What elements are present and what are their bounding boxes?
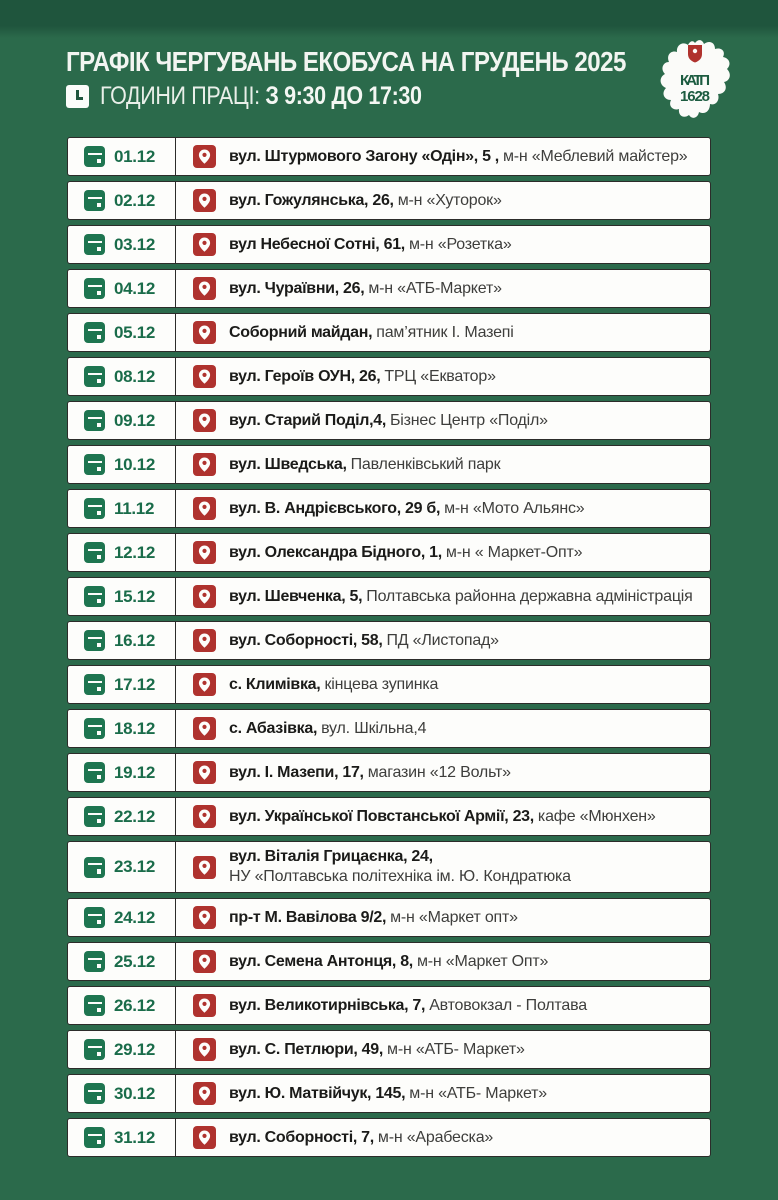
- address-text: [229, 455, 500, 475]
- address-secondary: Павленківський парк: [350, 455, 501, 473]
- schedule-row: [67, 401, 711, 440]
- address-cell: [176, 754, 710, 791]
- address-secondary: вул. Шкільна,4: [321, 719, 427, 737]
- address-text: [229, 763, 511, 783]
- date-cell: [68, 754, 176, 791]
- location-pin-icon: [193, 805, 216, 828]
- date-cell: [68, 798, 176, 835]
- date-cell: [68, 402, 176, 439]
- schedule-row: [67, 986, 711, 1025]
- clock-icon: [66, 85, 89, 108]
- address-cell: [176, 710, 710, 747]
- date-cell: [68, 226, 176, 263]
- calendar-icon: [84, 762, 105, 783]
- address-cell: [176, 358, 710, 395]
- address-secondary: Бізнес Центр «Поділ»: [389, 411, 548, 429]
- date-cell: [68, 446, 176, 483]
- address-primary: вул. Української Повстанської Армії, 23,: [229, 807, 534, 825]
- calendar-icon: [84, 1127, 105, 1148]
- address-cell: [176, 402, 710, 439]
- date-label: 25.12: [114, 951, 156, 971]
- date-label: 05.12: [114, 322, 156, 342]
- address-cell: [176, 1075, 710, 1112]
- address-text: [229, 631, 499, 651]
- location-pin-icon: [193, 717, 216, 740]
- address-text: [229, 323, 514, 343]
- address-text: [229, 279, 502, 299]
- address-cell: [176, 798, 710, 835]
- location-pin-icon: [193, 409, 216, 432]
- logo-text-line2: 1628: [680, 88, 710, 105]
- date-cell: [68, 358, 176, 395]
- date-label: 26.12: [114, 995, 156, 1015]
- date-cell: [68, 578, 176, 615]
- working-hours-line: [66, 83, 711, 110]
- address-text: [229, 675, 438, 695]
- address-secondary: м-н «Арабеска»: [377, 1128, 494, 1146]
- location-pin-icon: [193, 856, 216, 879]
- address-text: [229, 1084, 547, 1104]
- date-label: 02.12: [114, 190, 156, 210]
- schedule-row: [67, 137, 711, 176]
- location-pin-icon: [193, 365, 216, 388]
- address-secondary: НУ «Полтавська політехніка ім. Ю. Кондратюка: [229, 868, 571, 885]
- address-secondary: м-н «Мото Альянс»: [444, 499, 585, 517]
- date-label: 18.12: [114, 718, 156, 738]
- schedule-row: [67, 841, 711, 893]
- date-label: 16.12: [114, 630, 156, 650]
- schedule-row: [67, 665, 711, 704]
- date-label: 29.12: [114, 1039, 156, 1059]
- logo-red-shield-dot: [693, 49, 697, 53]
- working-hours-value: З 9:30 ДО 17:30: [265, 82, 422, 110]
- location-pin-icon: [193, 233, 216, 256]
- address-cell: [176, 622, 710, 659]
- address-secondary: м-н «Маркет Опт»: [416, 952, 549, 970]
- address-secondary: пам’ятник І. Мазепі: [376, 323, 514, 341]
- address-cell: [176, 138, 710, 175]
- calendar-icon: [84, 498, 105, 519]
- address-secondary: м-н «АТБ-Маркет»: [368, 279, 502, 297]
- location-pin-icon: [193, 994, 216, 1017]
- calendar-icon: [84, 542, 105, 563]
- address-primary: Соборний майдан,: [229, 323, 373, 341]
- calendar-icon: [84, 454, 105, 475]
- working-hours-prefix: ГОДИНИ ПРАЦІ:: [100, 82, 260, 110]
- address-text: [229, 952, 548, 972]
- date-label: 24.12: [114, 907, 156, 927]
- address-primary: вул. І. Мазепи, 17,: [229, 763, 364, 781]
- address-primary: вул. Шевченка, 5,: [229, 587, 363, 605]
- date-cell: [68, 842, 176, 892]
- date-label: 01.12: [114, 146, 156, 166]
- schedule-row: [67, 898, 711, 937]
- address-secondary: м-н «АТБ- Маркет»: [409, 1084, 547, 1102]
- address-primary: вул. Шведська,: [229, 455, 347, 473]
- address-primary: вул. Соборності, 58,: [229, 631, 383, 649]
- date-label: 23.12: [114, 857, 156, 876]
- address-secondary: м-н «АТБ- Маркет»: [387, 1040, 525, 1058]
- date-label: 17.12: [114, 674, 156, 694]
- address-primary: вул. Старий Поділ,4,: [229, 411, 386, 429]
- address-cell: [176, 1119, 710, 1156]
- address-secondary: м-н «Розетка»: [408, 235, 512, 253]
- date-cell: [68, 1119, 176, 1156]
- date-label: 03.12: [114, 234, 156, 254]
- address-cell: [176, 490, 710, 527]
- address-text: [229, 367, 496, 387]
- address-cell: [176, 226, 710, 263]
- address-text: [229, 996, 587, 1016]
- calendar-icon: [84, 806, 105, 827]
- location-pin-icon: [193, 585, 216, 608]
- location-pin-icon: [193, 189, 216, 212]
- date-label: 10.12: [114, 454, 156, 474]
- schedule-row: [67, 753, 711, 792]
- date-label: 04.12: [114, 278, 156, 298]
- calendar-icon: [84, 322, 105, 343]
- address-text: [229, 807, 656, 827]
- address-secondary: магазин «12 Вольт»: [367, 763, 511, 781]
- calendar-icon: [84, 278, 105, 299]
- location-pin-icon: [193, 906, 216, 929]
- date-cell: [68, 534, 176, 571]
- date-cell: [68, 138, 176, 175]
- location-pin-icon: [193, 629, 216, 652]
- address-text: [229, 587, 693, 607]
- address-secondary: ПД «Листопад»: [386, 631, 499, 649]
- address-cell: [176, 314, 710, 351]
- location-pin-icon: [193, 761, 216, 784]
- schedule-row: [67, 709, 711, 748]
- location-pin-icon: [193, 1126, 216, 1149]
- address-secondary: м-н « Маркет-Опт»: [445, 543, 583, 561]
- address-text: [229, 191, 502, 211]
- date-cell: [68, 270, 176, 307]
- schedule-row: [67, 577, 711, 616]
- address-text: [229, 147, 687, 167]
- date-cell: [68, 899, 176, 936]
- date-cell: [68, 314, 176, 351]
- logo-text-line1: КАТП: [680, 72, 710, 89]
- address-secondary: Автовокзал - Полтава: [429, 996, 587, 1014]
- address-cell: [176, 446, 710, 483]
- address-text: [229, 543, 582, 563]
- calendar-icon: [84, 718, 105, 739]
- address-primary: вул. Гожулянська, 26,: [229, 191, 394, 209]
- location-pin-icon: [193, 321, 216, 344]
- date-label: 19.12: [114, 762, 156, 782]
- calendar-icon: [84, 1039, 105, 1060]
- schedule-row: [67, 621, 711, 660]
- schedule-row: [67, 942, 711, 981]
- address-primary: вул. Героїв ОУН, 26,: [229, 367, 381, 385]
- address-cell: [176, 666, 710, 703]
- schedule-row: [67, 489, 711, 528]
- schedule-row: [67, 1030, 711, 1069]
- katp-1628-crest-logo: [654, 38, 736, 124]
- date-label: 31.12: [114, 1127, 156, 1147]
- date-cell: [68, 490, 176, 527]
- date-cell: [68, 1031, 176, 1068]
- address-primary: вул. Соборності, 7,: [229, 1128, 374, 1146]
- date-cell: [68, 182, 176, 219]
- calendar-icon: [84, 857, 105, 878]
- address-primary: с. Абазівка,: [229, 719, 318, 737]
- schedule-row: [67, 225, 711, 264]
- address-secondary: Полтавська районна державна адміністрація: [366, 587, 693, 605]
- schedule-row: [67, 269, 711, 308]
- address-cell: [176, 987, 710, 1024]
- address-text: [229, 499, 585, 519]
- address-primary: пр-т М. Вавілова 9/2,: [229, 908, 387, 926]
- address-text: [229, 908, 518, 928]
- address-text: [229, 1040, 525, 1060]
- calendar-icon: [84, 674, 105, 695]
- address-secondary: м-н «Маркет опт»: [390, 908, 518, 926]
- calendar-icon: [84, 410, 105, 431]
- address-primary: вул. Ю. Матвійчук, 145,: [229, 1084, 406, 1102]
- calendar-icon: [84, 1083, 105, 1104]
- calendar-icon: [84, 995, 105, 1016]
- address-secondary: ТРЦ «Екватор»: [384, 367, 496, 385]
- location-pin-icon: [193, 497, 216, 520]
- address-primary: вул. С. Петлюри, 49,: [229, 1040, 384, 1058]
- schedule-row: [67, 357, 711, 396]
- address-primary: вул. Великотирнівська, 7,: [229, 996, 426, 1014]
- schedule-table: [67, 137, 711, 1157]
- date-label: 30.12: [114, 1083, 156, 1103]
- address-primary: вул. Олександра Бідного, 1,: [229, 543, 442, 561]
- address-cell: [176, 1031, 710, 1068]
- date-cell: [68, 943, 176, 980]
- address-primary: вул. Чураївни, 26,: [229, 279, 365, 297]
- date-label: 15.12: [114, 586, 156, 606]
- date-cell: [68, 987, 176, 1024]
- date-cell: [68, 1075, 176, 1112]
- date-label: 08.12: [114, 366, 156, 386]
- calendar-icon: [84, 586, 105, 607]
- location-pin-icon: [193, 1082, 216, 1105]
- working-hours-text: [100, 82, 422, 111]
- address-primary: вул. Штурмового Загону «Одін», 5 ,: [229, 147, 499, 165]
- address-primary: вул. В. Андрієвського, 29 б,: [229, 499, 441, 517]
- address-secondary: м-н «Меблевий майстер»: [502, 147, 688, 165]
- address-secondary: кінцева зупинка: [324, 675, 439, 693]
- calendar-icon: [84, 234, 105, 255]
- address-cell: [176, 899, 710, 936]
- date-cell: [68, 710, 176, 747]
- calendar-icon: [84, 630, 105, 651]
- calendar-icon: [84, 366, 105, 387]
- date-label: 22.12: [114, 806, 156, 826]
- date-label: 11.12: [114, 498, 155, 518]
- page-title: ГРАФІК ЧЕРГУВАНЬ ЕКОБУСА НА ГРУДЕНЬ 2025: [66, 46, 626, 77]
- schedule-row: [67, 1074, 711, 1113]
- schedule-row: [67, 445, 711, 484]
- address-primary: вул. Віталія Грицаєнка, 24,: [229, 848, 433, 865]
- address-primary: вул. Семена Антонця, 8,: [229, 952, 413, 970]
- schedule-row: [67, 181, 711, 220]
- address-cell: [176, 182, 710, 219]
- address-text: [229, 411, 548, 431]
- location-pin-icon: [193, 541, 216, 564]
- address-primary: с. Климівка,: [229, 675, 321, 693]
- address-secondary: м-н «Хуторок»: [397, 191, 502, 209]
- address-cell: [176, 943, 710, 980]
- address-cell: [176, 270, 710, 307]
- location-pin-icon: [193, 277, 216, 300]
- location-pin-icon: [193, 673, 216, 696]
- date-label: 09.12: [114, 410, 156, 430]
- location-pin-icon: [193, 950, 216, 973]
- address-text: [229, 719, 426, 739]
- location-pin-icon: [193, 145, 216, 168]
- address-cell: [176, 534, 710, 571]
- address-primary: вул Небесної Сотні, 61,: [229, 235, 405, 253]
- address-secondary: кафе «Мюнхен»: [537, 807, 656, 825]
- address-text: [229, 1128, 493, 1148]
- calendar-icon: [84, 190, 105, 211]
- date-label: 12.12: [114, 542, 156, 562]
- poster-header: [0, 0, 778, 110]
- date-cell: [68, 666, 176, 703]
- address-text: [229, 235, 512, 255]
- date-cell: [68, 622, 176, 659]
- calendar-icon: [84, 951, 105, 972]
- location-pin-icon: [193, 1038, 216, 1061]
- schedule-row: [67, 313, 711, 352]
- address-cell: [176, 578, 710, 615]
- address-text: [229, 847, 571, 887]
- location-pin-icon: [193, 453, 216, 476]
- address-cell: [176, 842, 710, 892]
- calendar-icon: [84, 907, 105, 928]
- schedule-row: [67, 533, 711, 572]
- calendar-icon: [84, 146, 105, 167]
- schedule-row: [67, 1118, 711, 1157]
- schedule-row: [67, 797, 711, 836]
